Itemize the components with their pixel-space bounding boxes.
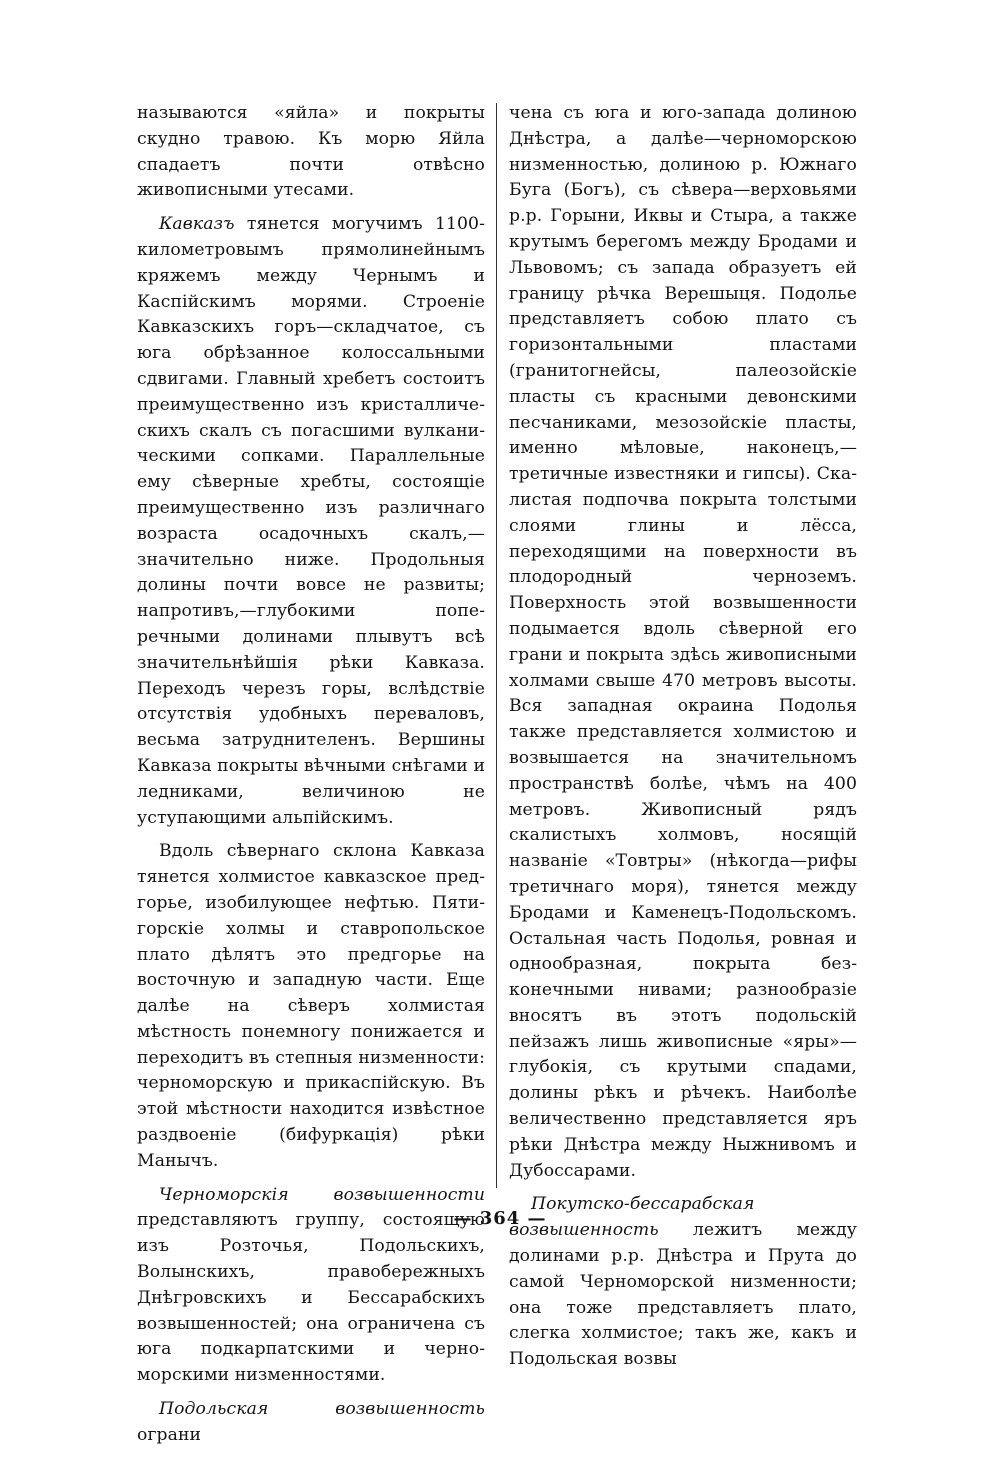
paragraph-text: Вдоль сѣвернаго склона Кавказа тянется холмистое кавказское предгорье, изобилующее нефтью. Пятигорскіе холмы и ставропольское плато дѣлятъ это предгорье на восточную и западную части. Еще далѣе на сѣверъ холмистая мѣстность понемногу понижается и переходитъ въ степныя низменности: черноморскую и прикаспійскую. Въ этой мѣстности находится извѣстное раздвоеніе (бифуркація) рѣки Манычъ. [137, 841, 485, 1171]
paragraph-term: Кавказъ [159, 214, 235, 235]
paragraph-caucasus [137, 212, 485, 831]
paragraph-term: Покутско-бессарабская возвышенность [509, 1194, 755, 1241]
right-column [509, 101, 857, 1381]
paragraph-text: чена съ юга и юго-запада долиною Днѣстра, а далѣе—черноморскою низменностью, долиною р. Южнаго Буга (Богъ), съ сѣвера—верховьями р.р. Горыни, Иквы и Стыра, а также крутымъ берегомъ между Бродами и Львовомъ; съ запада образуетъ ей границу рѣчка Верешыця. Подолье представляетъ собою плато съ горизонтальными пластами (гранитогнейсы, палеозойскіе пласты съ красными девонскими песчаниками, мезозойскіе пласты, именно мѣловые, наконецъ,—третичные известняки и гипсы). Скалистая подпочва покрыта толстыми слоями глины и лёсса, переходящими на поверхности въ плодородный черноземъ. Поверхность этой возвышенности подымается вдоль сѣверной его грани и покрыта здѣсь живописными холмами свыше 470 метровъ высоты. Вся западная окраина Подолья также представляется холмистою и возвышается на значительномъ пространствѣ болѣе, чѣмъ на 400 метровъ. Живописный рядъ скалистыхъ холмовъ, носящій названіе «Товтры» (нѣкогда—рифы третичнаго моря), тянется между Бродами и Каменецъ-Подольскомъ. Остальная часть Подолья, ровная и однообразная, покрыта безконечными нивами; разнообразіе вносятъ въ этотъ подольскій пейзажъ лишь живописные «яры»—глубокія, съ крутыми спадами, долины рѣкъ и рѣчекъ. Наиболѣе величественно представляется яръ рѣки Днѣстра между Ныжнивомъ и Дубоссарами. [509, 103, 857, 1181]
paragraph-text: лежитъ между долинами р.р. Днѣстра и Прута до самой Черноморской низменности; она тоже представляетъ плато, слегка холмистое; такъ же, какъ и Подольская возвы [509, 1220, 857, 1370]
paragraph-text: называются «яйла» и покрыты скудно травою. Къ морю Яйла спадаетъ почти отвѣсно живописными утесами. [137, 103, 485, 201]
paragraph-podolian-upland [137, 1397, 485, 1449]
paragraph-foothills [137, 839, 485, 1174]
paragraph-term: Черноморскія возвышенности [159, 1184, 485, 1205]
paragraph-podolia-continued [509, 101, 857, 1184]
paragraph-text: ограни [137, 1424, 202, 1445]
paragraph-text: тянется могучимъ 1100-километровымъ прямолинейнымъ кряжемъ между Чернымъ и Каспійскимъ морями. Строеніе Кавказскихъ горъ—складчатое, съ юга обрѣзанное колоссальными сдвигами. Главный хребетъ состоитъ преимущественно изъ кристаллическихъ скалъ съ погасшими вулканическими сопками. Параллельные ему сѣверные хребты, состоящіе преимущественно изъ различнаго возраста осадочныхъ скалъ,—значительно ниже. Продольныя долины почти вовсе не развиты; напротивъ,—глубокими поперечными долинами плывутъ всѣ значительнѣйшія рѣки Кавказа. Переходъ черезъ горы, вслѣдствіе отсутствія удобныхъ переваловъ, весьма затруднителенъ. Вершины Кавказа покрыты вѣчными снѣгами и ледниками, величиною не уступающими альпійскимъ. [137, 214, 485, 828]
left-column [137, 101, 485, 1457]
paragraph-term: Подольская возвышенность [159, 1399, 485, 1420]
page-number: — 364 — [453, 1208, 547, 1229]
paragraph-text: представляютъ группу, состоящую изъ Розточья, Подольскихъ, Волынскихъ, правобережныхъ Днѣгровскихъ и Бессарабскихъ возвышенностей; она ограничена съ юга подкарпатскими и черноморскими низменностями. [137, 1210, 485, 1386]
paragraph-yaila [137, 101, 485, 204]
column-divider [496, 103, 497, 1188]
